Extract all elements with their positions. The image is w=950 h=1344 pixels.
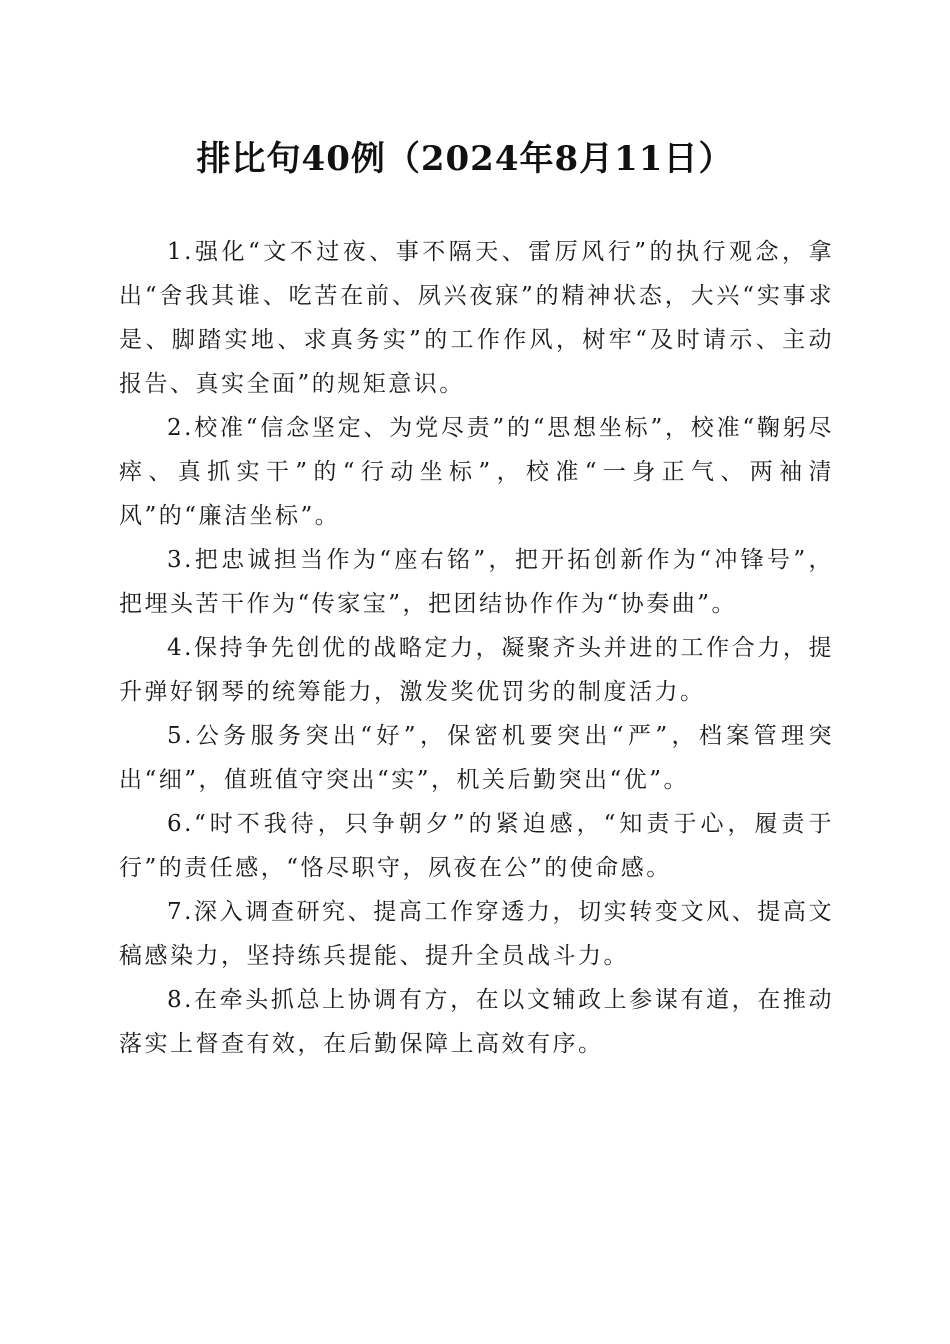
paragraph-7: 7.深入调查研究、提高工作穿透力，切实转变文风、提高文稿感染力，坚持练兵提能、提升全员战斗力。 [119,899,834,969]
paragraph-8: 8.在牵头抓总上协调有方，在以文辅政上参谋有道，在推动落实上督查有效，在后勤保障上高效有序。 [119,987,834,1057]
document-body [119,230,834,1066]
paragraph-3: 3.把忠诚担当作为“座右铭”，把开拓创新作为“冲锋号”，把埋头苦干作为“传家宝”，把团结协作作为“协奏曲”。 [119,547,834,617]
paragraph-4: 4.保持争先创优的战略定力，凝聚齐头并进的工作合力，提升弹好钢琴的统筹能力，激发奖优罚劣的制度活力。 [119,635,834,705]
paragraph-5: 5.公务服务突出“好”，保密机要突出“严”，档案管理突出“细”，值班值守突出“实”，机关后勤突出“优”。 [119,723,834,793]
paragraph-6: 6.“时不我待，只争朝夕”的紧迫感，“知责于心，履责于行”的责任感，“恪尽职守，夙夜在公”的使命感。 [119,811,834,881]
paragraph-2: 2.校准“信念坚定、为党尽责”的“思想坐标”，校准“鞠躬尽瘁、真抓实干”的“行动坐标”，校准“一身正气、两袖清风”的“廉洁坐标”。 [119,415,834,529]
document-title: 排比句40例（2024年8月11日） [196,139,734,179]
paragraph-1: 1.强化“文不过夜、事不隔天、雷厉风行”的执行观念，拿出“舍我其谁、吃苦在前、夙兴夜寐”的精神状态，大兴“实事求是、脚踏实地、求真务实”的工作作风，树牢“及时请示、主动报告、真实全面”的规矩意识。 [119,239,834,397]
